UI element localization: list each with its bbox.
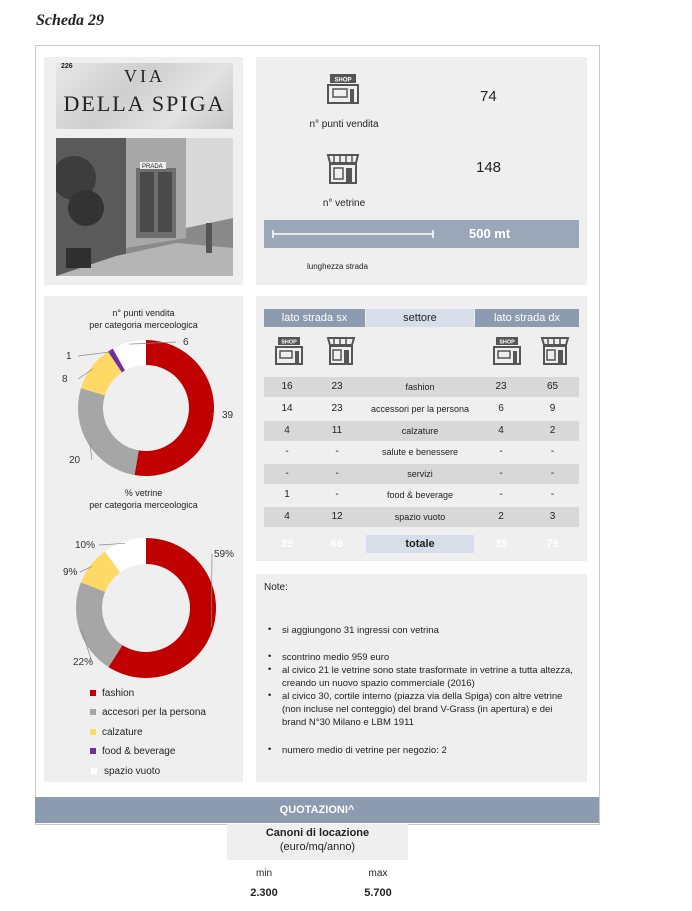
chart1-title-line-2: per categoria merceologica	[89, 320, 198, 330]
svg-text:SHOP: SHOP	[334, 77, 352, 84]
storefront-icon	[326, 153, 360, 185]
donut-data-label: 22%	[73, 657, 94, 668]
shop-sign-icon	[274, 336, 304, 366]
storefront-icon	[326, 336, 356, 366]
shop-windows-label: n° vetrine	[322, 198, 366, 209]
table-row: 14 23 accessori per la persona 6 9	[281, 403, 556, 414]
shop-sign-text: PRADA	[142, 164, 163, 170]
legend-item-food: food & beverage	[90, 746, 175, 757]
legend-swatch	[90, 709, 96, 715]
table-total-row	[264, 535, 579, 553]
donut-data-label: 6	[183, 337, 189, 348]
total-sx-shops: 39	[280, 538, 294, 550]
shop-windows-donut-chart	[44, 522, 243, 682]
table-row: 4 11 calzature 4 2	[264, 421, 579, 441]
total-sx-windows: 69	[330, 538, 344, 550]
chart2-title-line-1: % vetrine	[124, 488, 163, 498]
table-row: 1 - food & beverage - -	[284, 489, 555, 500]
header-left-side: lato strada sx	[264, 309, 365, 327]
canoni-box	[227, 824, 408, 860]
canoni-title: Canoni di locazione	[265, 827, 370, 839]
shop-sign-icon	[492, 336, 522, 366]
shop-windows-value: 148	[476, 159, 502, 176]
shop-sign-icon	[326, 73, 360, 105]
points-of-sale-value: 74	[480, 88, 497, 105]
legend-item-fashion: fashion	[90, 688, 134, 699]
donut-slice-accesori-per-la-persona	[76, 582, 122, 667]
length-ruler-icon	[272, 230, 434, 238]
donut-slice-accesori-per-la-persona	[78, 388, 139, 475]
note-item: si aggiungono 31 ingressi con vetrina	[282, 625, 439, 636]
total-dx-windows: 79	[546, 538, 559, 550]
note-item: scontrino medio 959 euro	[282, 652, 390, 663]
chart2-title-line-2: per categoria merceologica	[89, 500, 198, 510]
svg-text:SHOP: SHOP	[281, 339, 297, 346]
sign-line-1: VIA	[124, 66, 165, 86]
donut-data-label: 20	[69, 455, 81, 466]
svg-text:SHOP: SHOP	[499, 339, 515, 346]
street-length-value: 500 mt	[469, 226, 511, 241]
header-right-side: lato strada dx	[475, 309, 579, 327]
min-label: min	[255, 868, 273, 879]
page-title: Scheda 29	[36, 12, 104, 29]
note-item: al civico 21 le vetrine sono state trasformate in vetrine a tutta altezza, creando un nuovo spazio commerciale (2016)	[282, 665, 573, 689]
street-length-bar	[264, 220, 579, 248]
donut-data-label: 9%	[63, 567, 78, 578]
legend-swatch	[90, 767, 98, 775]
storefront-icon	[540, 336, 570, 366]
quotations-header: QUOTAZIONI^	[35, 797, 599, 823]
total-label: totale	[366, 535, 474, 553]
donut-data-label: 59%	[214, 549, 235, 560]
canoni-unit: (euro/mq/anno)	[279, 841, 356, 853]
note-item: numero medio di vetrine per negozio: 2	[282, 745, 447, 756]
legend-item-spazio-vuoto: spazio vuoto	[90, 766, 160, 777]
street-photo	[56, 138, 233, 276]
legend-swatch	[90, 690, 96, 696]
max-label: max	[368, 868, 388, 879]
notes-panel: Note: • si aggiungono 31 ingressi con vetrina • scontrino medio 959 euro • al civico 21 le vetrine sono state trasformate in vetrine a tutta altezza, creando un nuovo spazio commerciale (2016) • al civico 30, cortile interno (piazza via della Spiga) con altre vetrine (non incluse nel conteggio) del brand V-Grass (in apertura) e dei brand N°30 Milano e LBM 1911 • numero medio di vetrine per negozio: 2	[256, 574, 587, 782]
street-photo-art	[56, 138, 233, 276]
donut-data-label: 1	[66, 351, 72, 362]
legend-swatch	[90, 748, 96, 754]
chart1-title-line-1: n° punti vendita	[112, 308, 175, 318]
legend-item-accessori: accesori per la persona	[90, 707, 206, 718]
sign-number: 226	[61, 63, 73, 70]
donut-slice-fashion	[135, 340, 214, 476]
chart1-title	[44, 307, 243, 331]
donut-data-label: 8	[62, 374, 68, 385]
max-value: 5.700	[364, 887, 392, 899]
street-sign	[56, 63, 233, 129]
min-value: 2.300	[250, 887, 278, 899]
summary-panel	[256, 57, 587, 285]
points-of-sale-label: n° punti vendita	[309, 119, 379, 130]
header-sector: settore	[366, 309, 474, 327]
chart2-title	[44, 487, 243, 511]
donut-data-label: 39	[222, 410, 234, 421]
table-row: - - servizi - -	[264, 464, 579, 484]
total-dx-shops: 35	[494, 538, 508, 550]
points-of-sale-donut-chart	[44, 330, 243, 490]
notes-title: Note:	[264, 582, 288, 593]
donut-data-label: 10%	[75, 540, 96, 551]
sign-line-2: DELLA SPIGA	[63, 91, 226, 116]
legend-item-calzature: calzature	[90, 727, 143, 738]
street-length-label: lunghezza strada	[307, 262, 368, 271]
note-item: al civico 30, cortile interno (piazza via della Spiga) con altre vetrine (non incluse nel conteggio) del brand V-Grass (in apertura) e dei brand N°30 Milano e LBM 1911	[282, 691, 563, 728]
legend-swatch	[90, 729, 96, 735]
table-row: 4 12 spazio vuoto 2 3	[264, 507, 579, 527]
table-row: - - salute e benessere - -	[285, 446, 555, 457]
table-row: 16 23 fashion 23 65	[264, 377, 579, 397]
